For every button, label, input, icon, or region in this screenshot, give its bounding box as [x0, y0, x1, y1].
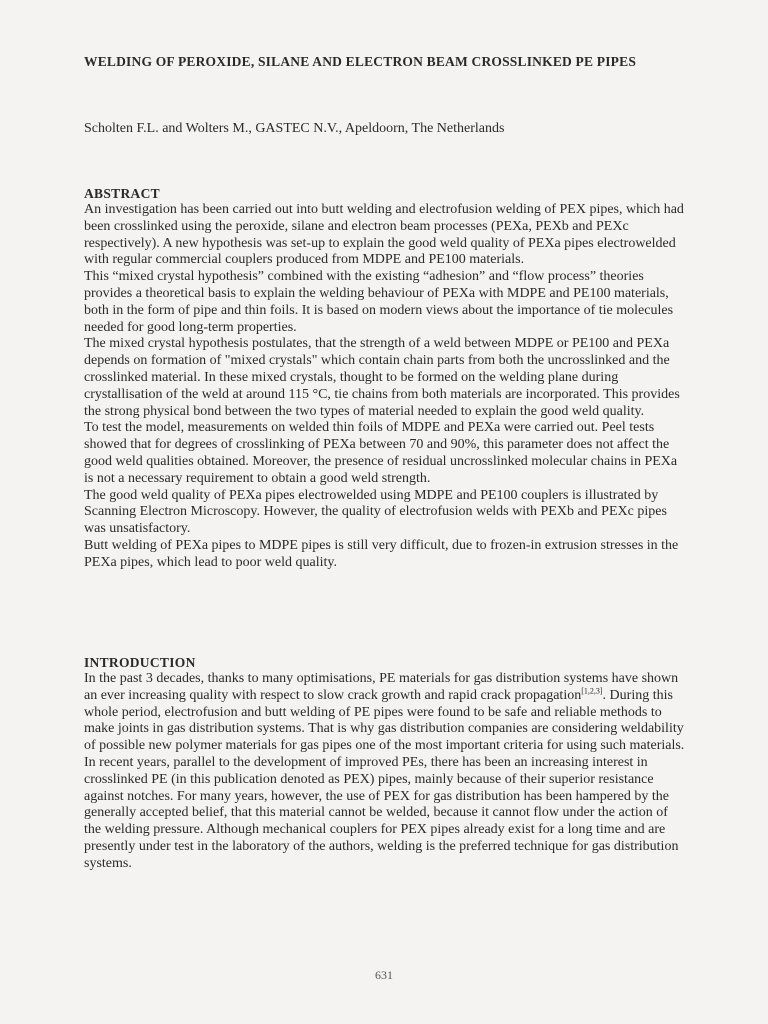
introduction-paragraph: In recent years, parallel to the development of improved PEs, there has been an increasing interest in crosslinked PE (in this publication denoted as PEX) pipes, mainly because of their superior resistance against notches. For many years, however, the use of PEX for gas distribution has been hampered by the generally accepted belief, that this material cannot be welded, because it cannot flow under the action of the welding pressure. Although mechanical couplers for PEX pipes already exist for a long time and are presently under test in the laboratory of the authors, welding is the preferred technique for gas distribution systems.	[84, 754, 679, 871]
abstract-paragraph: An investigation has been carried out into butt welding and electrofusion welding of PEX pipes, which had been crosslinked using the peroxide, silane and electron beam processes (PEXa, PEXb and PEXc respectively). A new hypothesis was set-up to explain the good weld quality of PEXa pipes electrowelded with regular commercial couplers produced from MDPE and PE100 materials.	[84, 202, 684, 268]
abstract-paragraph: This “mixed crystal hypothesis” combined with the existing “adhesion” and “flow process” theories provides a theoretical basis to explain the welding behaviour of PEXa with MDPE and PE100 materials, both in the form of pipe and thin foils. It is based on modern views about the importance of tie molecules needed for good long-term properties.	[84, 269, 674, 335]
abstract-heading: ABSTRACT	[84, 186, 160, 201]
citation-reference: [1,2,3]	[581, 686, 603, 696]
page-number: 631	[375, 968, 393, 982]
abstract-paragraph: To test the model, measurements on welded thin foils of MDPE and PEXa were carried out. Peel tests showed that for degrees of crosslinking of PEXa between 70 and 90%, this parameter does not affect the good weld qualities obtained. Moreover, the presence of residual uncrosslinked molecular chains in PEXa is not a necessary requirement to obtain a good weld strength.	[84, 420, 678, 486]
intro-text: . During this whole period, electrofusion and butt welding of PE pipes were found to be safe and reliable methods to make joints in gas distribution systems. That is why gas distribution companies are considering weldability of possible new polymer materials for gas pipes one of the most important criteria for using such materials.	[84, 687, 685, 754]
author-line: Scholten F.L. and Wolters M., GASTEC N.V., Apeldoorn, The Netherlands	[84, 121, 505, 136]
abstract-section	[84, 186, 688, 572]
abstract-paragraph: The good weld quality of PEXa pipes electrowelded using MDPE and PE100 couplers is illustrated by Scanning Electron Microscopy. However, the quality of electrofusion welds with PEXb and PEXc pipes was unsatisfactory.	[84, 487, 667, 537]
introduction-section	[84, 655, 688, 873]
abstract-paragraph: The mixed crystal hypothesis postulates, that the strength of a weld between MDPE or PE100 and PEXa depends on formation of "mixed crystals" which contain chain parts from both the uncrosslinked and the crosslinked material. In these mixed crystals, thought to be formed on the welding plane during crystallisation of the weld at around 115 °C, tie chains from both materials are incorporated. This provides the strong physical bond between the two types of material needed to explain the good weld quality.	[84, 336, 680, 419]
paper-title: WELDING OF PEROXIDE, SILANE AND ELECTRON BEAM CROSSLINKED PE PIPES	[84, 54, 637, 69]
abstract-paragraph: Butt welding of PEXa pipes to MDPE pipes is still very difficult, due to frozen-in extrusion stresses in the PEXa pipes, which lead to poor weld quality.	[84, 537, 679, 570]
intro-text: In the past 3 decades, thanks to many optimisations, PE materials for gas distribution systems have shown an ever increasing quality with respect to slow crack growth and rapid crack propagation	[84, 671, 679, 703]
introduction-heading: INTRODUCTION	[84, 655, 196, 670]
introduction-paragraph	[84, 671, 688, 755]
